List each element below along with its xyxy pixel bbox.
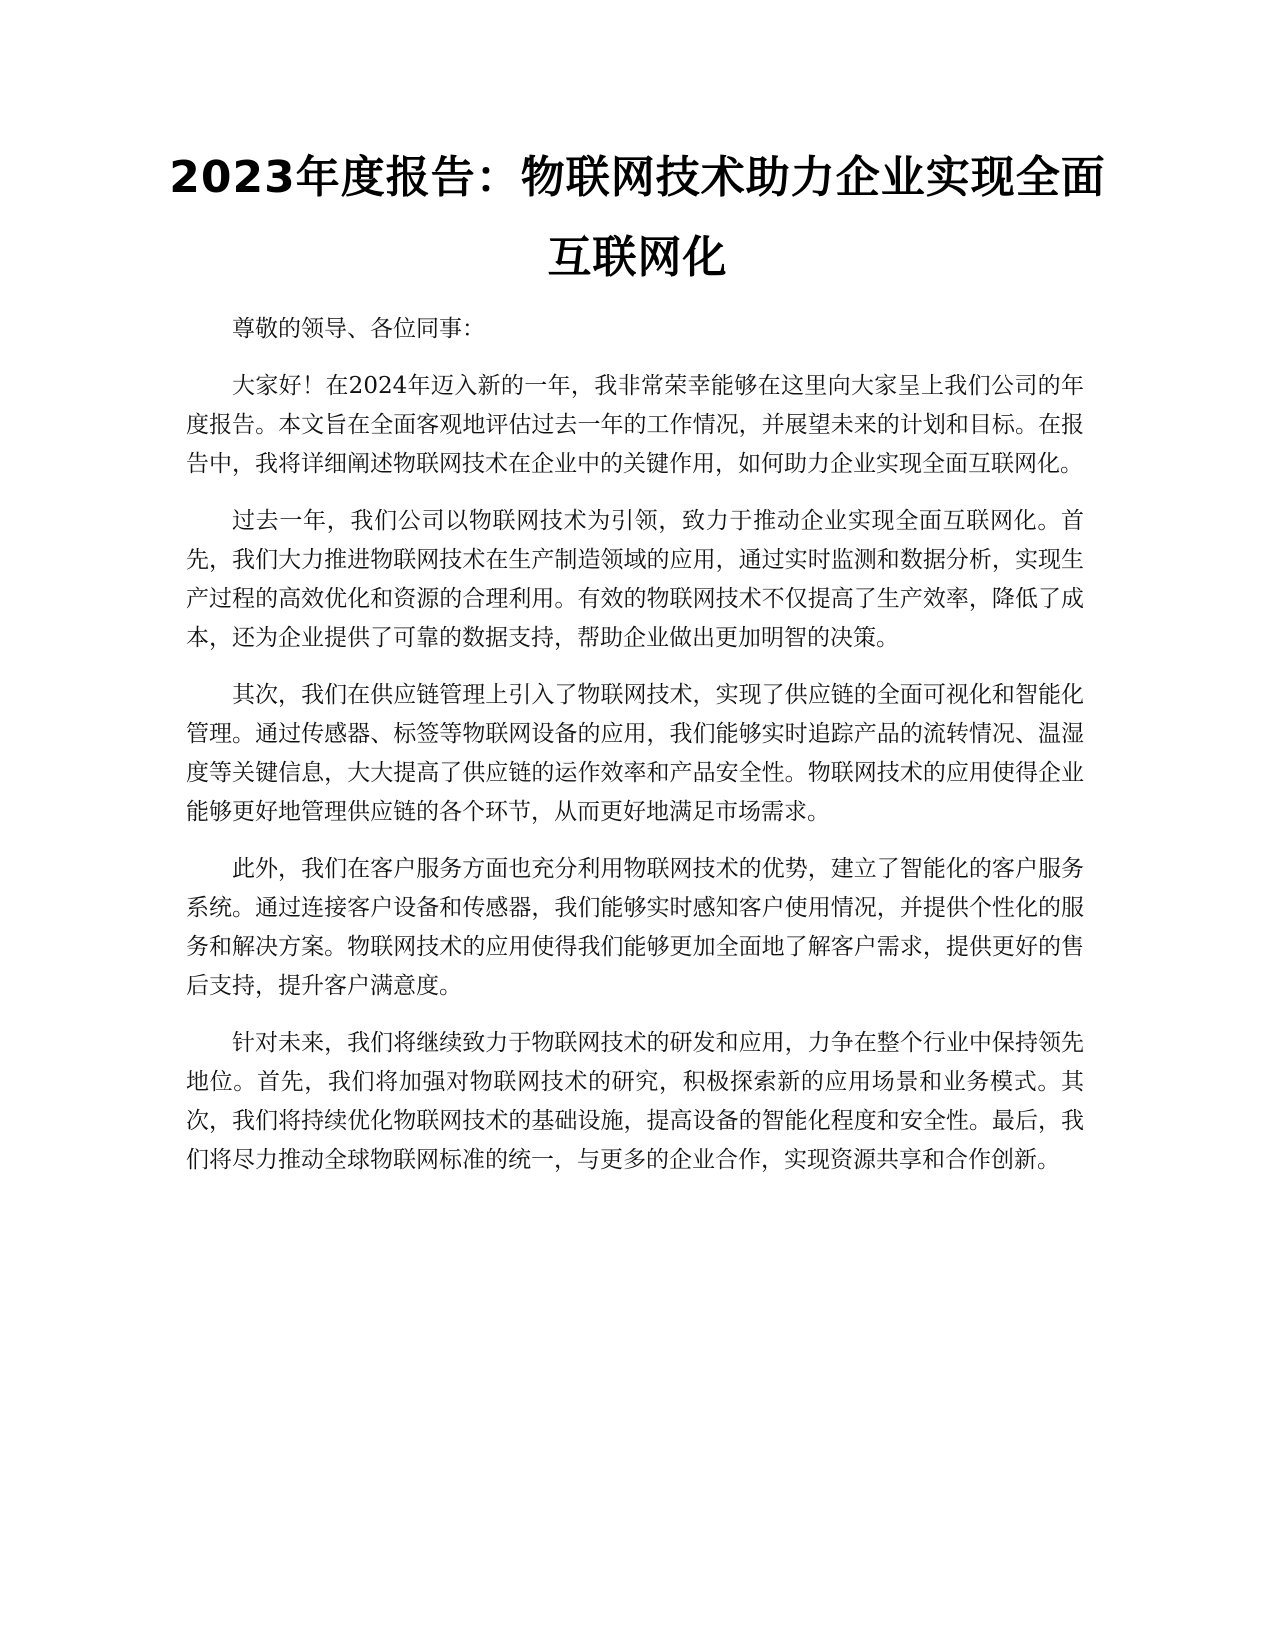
production-paragraph: 过去一年，我们公司以物联网技术为引领，致力于推动企业实现全面互联网化。首先，我们大力推进物联网技术在生产制造领域的应用，通过实时监测和数据分析，实现生产过程的高效优化和资源的合理利用。有效的物联网技术不仅提高了生产效率，降低了成本，还为企业提供了可靠的数据支持，帮助企业做出更加明智的决策。 [186,508,1084,651]
customer-service-paragraph: 此外，我们在客户服务方面也充分利用物联网技术的优势，建立了智能化的客户服务系统。通过连接客户设备和传感器，我们能够实时感知客户使用情况，并提供个性化的服务和解决方案。物联网技术的应用使得我们能够更加全面地了解客户需求，提供更好的售后支持，提升客户满意度。 [186,856,1084,999]
future-plans-paragraph: 针对未来，我们将继续致力于物联网技术的研发和应用，力争在整个行业中保持领先地位。首先，我们将加强对物联网技术的研究，积极探索新的应用场景和业务模式。其次，我们将持续优化物联网技术的基础设施，提高设备的智能化程度和安全性。最后，我们将尽力推动全球物联网标准的统一，与更多的企业合作，实现资源共享和合作创新。 [186,1030,1084,1173]
intro-paragraph: 大家好！在2024年迈入新的一年，我非常荣幸能够在这里向大家呈上我们公司的年度报告。本文旨在全面客观地评估过去一年的工作情况，并展望未来的计划和目标。在报告中，我将详细阐述物联网技术在企业中的关键作用，如何助力企业实现全面互联网化。 [186,373,1084,477]
document-title: 2023年度报告：物联网技术助力企业实现全面互联网化 [169,152,1106,283]
document-body [186,310,1084,1198]
salutation-paragraph: 尊敬的领导、各位同事： [232,316,485,342]
supply-chain-paragraph: 其次，我们在供应链管理上引入了物联网技术，实现了供应链的全面可视化和智能化管理。通过传感器、标签等物联网设备的应用，我们能够实时追踪产品的流转情况、温湿度等关键信息，大大提高了供应链的运作效率和产品安全性。物联网技术的应用使得企业能够更好地管理供应链的各个环节，从而更好地满足市场需求。 [186,682,1084,825]
